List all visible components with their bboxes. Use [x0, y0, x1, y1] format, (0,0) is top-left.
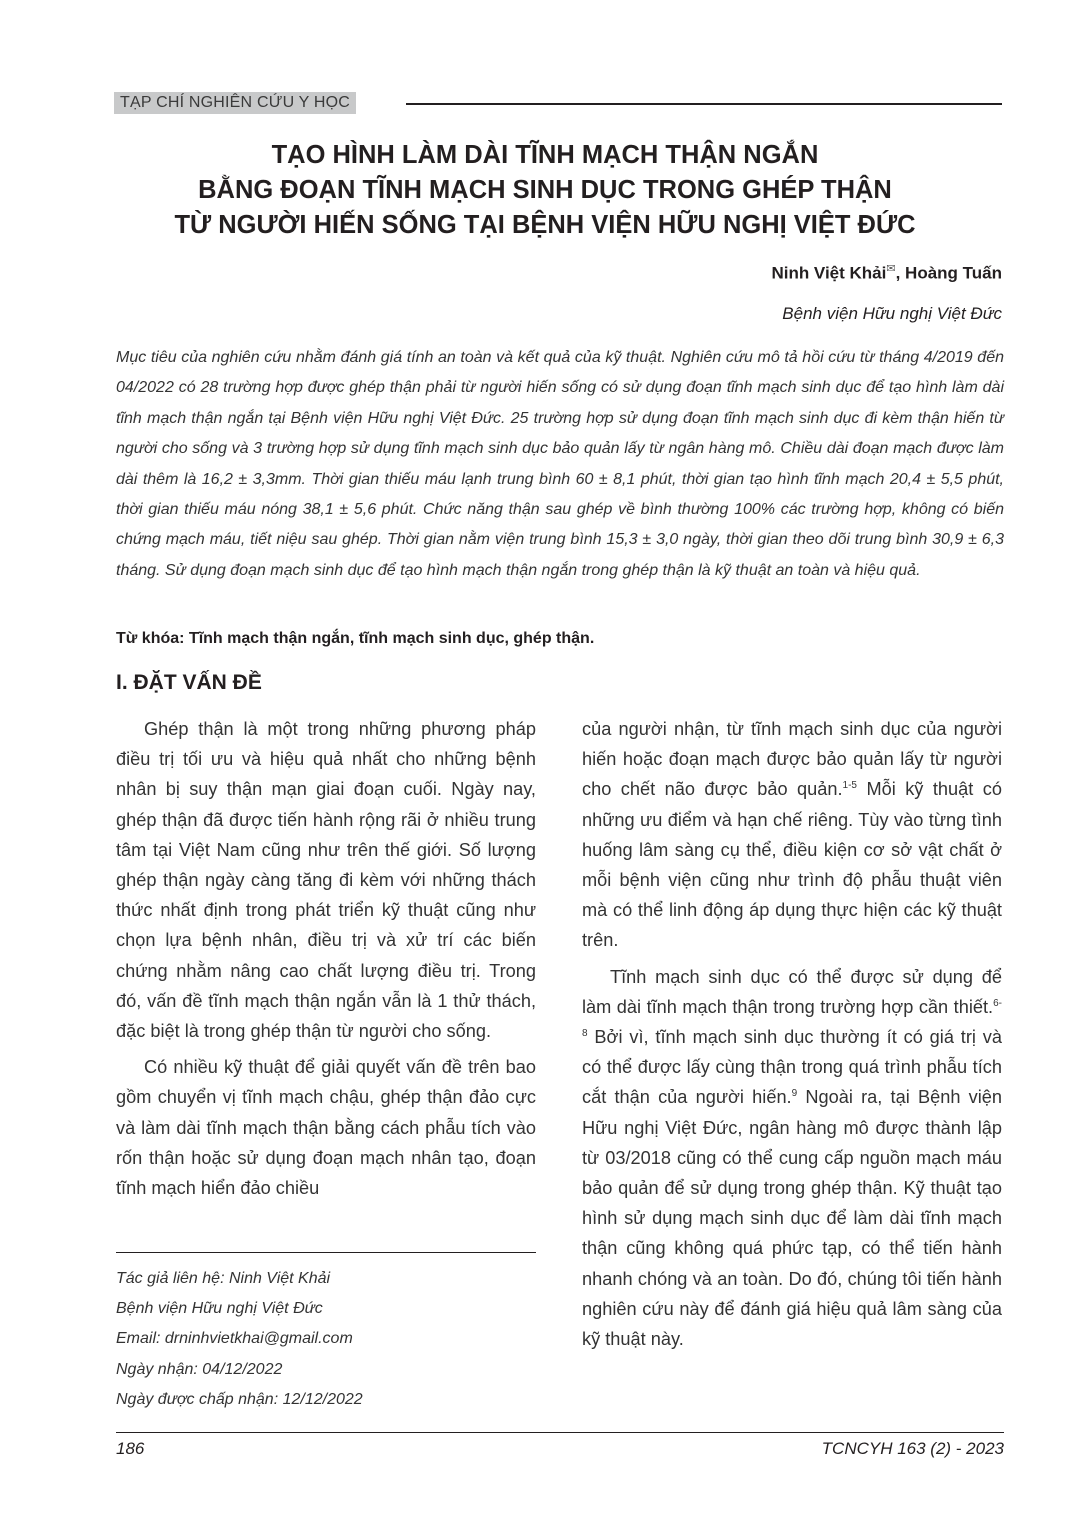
correspondence-footnote — [116, 1264, 536, 1415]
page-number: 186 — [116, 1439, 145, 1458]
paragraph-text: Mỗi kỹ thuật có những ưu điểm và hạn chế riêng. Tùy vào từng tình huống lâm sàng cụ thể, điều kiện cơ sở vật chất ở mỗi bệnh viện cũng như trình độ phẫu thuật viên mà có thể linh động áp dụng thực hiện các kỹ thuật trên. — [582, 779, 1002, 951]
paragraph: Có nhiều kỹ thuật để giải quyết vấn đề trên bao gồm chuyển vị tĩnh mạch chậu, ghép thận đảo cực và làm dài tĩnh mạch thận bằng cách phẫu tích vào rốn thận hoặc sử dụng đoạn mạch nhân tạo, đoạn tĩnh mạch hiển đảo chiều — [116, 1057, 536, 1199]
title-line-2: BẰNG ĐOẠN TĨNH MẠCH SINH DỤC TRONG GHÉP THẬN — [198, 176, 892, 204]
paragraph-text: Ngoài ra, tại Bệnh viện Hữu nghị Việt Đức, ngân hàng mô được thành lập từ 03/2018 cũng có thể cung cấp nguồn mạch máu bảo quản để sử dụng trong ghép thận. Kỹ thuật tạo hình sử dụng mạch sinh dục để làm dài tĩnh mạch thận cũng không quá phức tạp, có thể tiến hành nhanh chóng và an toàn. Do đó, chúng tôi tiến hành nghiên cứu này để đánh giá hiệu quả lâm sàng của kỹ thuật này. — [582, 1087, 1003, 1350]
affiliation: Bệnh viện Hữu nghị Việt Đức — [782, 304, 1002, 323]
paragraph-text: Bởi vì, tĩnh mạch sinh dục thường ít có giá trị và có thể được lấy cùng thận trong quá trình phẫu tích cắt thận của người hiến. — [582, 1027, 1002, 1108]
abstract: Mục tiêu của nghiên cứu nhằm đánh giá tính an toàn và kết quả của kỹ thuật. Nghiên cứu mô tả hồi cứu từ tháng 4/2019 đến 04/2022 có 28 trường hợp được ghép thận phải từ người hiến sống có sử dụng đoạn tĩnh mạch sinh dục để tạo hình làm dài tĩnh mạch thận ngắn tại Bệnh viện Hữu nghị Việt Đức. 25 trường hợp sử dụng đoạn tĩnh mạch sinh dục đi kèm thận hiến từ người cho sống và 3 trường hợp sử dụng tĩnh mạch sinh dục bảo quản lấy từ ngân hàng mô. Chiều dài đoạn mạch được làm dài thêm là 16,2 ± 3,3mm. Thời gian thiếu máu lạnh trung bình 60 ± 8,1 phút, thời gian tạo hình tĩnh mạch 20,4 ± 5,5 phút, thời gian thiếu máu nóng 38,1 ± 5,6 phút. Chức năng thận sau ghép về bình thường 100% các trường hợp, không có biến chứng mạch máu, tiết niệu sau ghép. Thời gian nằm viện trung bình 15,3 ± 3,0 ngày, thời gian theo dõi trung bình 30,9 ± 6,3 tháng. Sử dụng đoạn mạch sinh dục để tạo hình mạch thận ngắn trong ghép thận là kỹ thuật an toàn và hiệu quả. — [116, 349, 1004, 579]
journal-issue: TCNCYH 163 (2) - 2023 — [821, 1439, 1004, 1458]
footnote-contact: Tác giả liên hệ: Ninh Việt Khải — [116, 1270, 331, 1287]
footnote-received: Ngày nhận: 04/12/2022 — [116, 1360, 283, 1378]
paragraph-text: Tĩnh mạch sinh dục có thể được sử dụng để làm dài tĩnh mạch thận trong trường hợp cần thiết. — [582, 966, 1002, 1017]
mail-icon: ✉ — [886, 263, 896, 275]
title-line-1: TẠO HÌNH LÀM DÀI TĨNH MẠCH THẬN NGẮN — [271, 141, 819, 169]
paragraph — [582, 962, 1002, 1355]
footnote-email: Email: drninhvietkhai@gmail.com — [116, 1330, 353, 1348]
body-column-right — [582, 714, 1002, 1360]
footer-rule — [116, 1432, 1004, 1433]
paragraph — [582, 714, 1002, 956]
authors — [771, 262, 1002, 284]
journal-name: TẠP CHÍ NGHIÊN CỨU Y HỌC — [114, 92, 356, 114]
citation: 9 — [791, 1088, 798, 1100]
footnote-accepted: Ngày được chấp nhận: 12/12/2022 — [116, 1390, 363, 1408]
paragraph-text: của người nhận, từ tĩnh mạch sinh dục của người hiến hoặc đoạn mạch được bảo quản lấy từ người cho chết não được bảo quản. — [582, 719, 1002, 800]
author-name: Ninh Việt Khải — [771, 263, 887, 283]
article-title — [80, 138, 1010, 243]
footnote-institution: Bệnh viện Hữu nghị Việt Đức — [116, 1300, 323, 1318]
section-heading: I. ĐẶT VẤN ĐỀ — [116, 671, 262, 694]
journal-header — [114, 92, 1002, 114]
paragraph: Ghép thận là một trong những phương pháp điều trị tối ưu và hiệu quả nhất cho những bệnh nhân bị suy thận mạn giai đoạn cuối. Ngày nay, ghép thận đã được tiến hành rộng rãi ở nhiều trung tâm tại Việt Nam cũng như trên thế giới. Số lượng ghép thận ngày càng tăng đi kèm với những thách thức nhất định trong phát triển kỹ thuật cũng như chọn lựa bệnh nhân, điều trị và xử trí các biến chứng nhằm nâng cao chất lượng điều trị. Trong đó, vấn đề tĩnh mạch thận ngắn vẫn là 1 thử thách, đặc biệt là trong ghép thận từ người cho sống. — [116, 719, 536, 1042]
keywords: Từ khóa: Tĩnh mạch thận ngắn, tĩnh mạch sinh dục, ghép thận. — [116, 630, 595, 647]
citation: 1-5 — [842, 780, 857, 792]
footnote-rule — [116, 1252, 536, 1253]
header-rule — [406, 103, 1002, 105]
citation: 6-8 — [582, 997, 1002, 1040]
title-line-3: TỪ NGƯỜI HIẾN SỐNG TẠI BỆNH VIỆN HỮU NGHỊ VIỆT ĐỨC — [174, 211, 916, 239]
body-column-left — [116, 714, 536, 1209]
author-name-2: , Hoàng Tuấn — [895, 263, 1002, 283]
